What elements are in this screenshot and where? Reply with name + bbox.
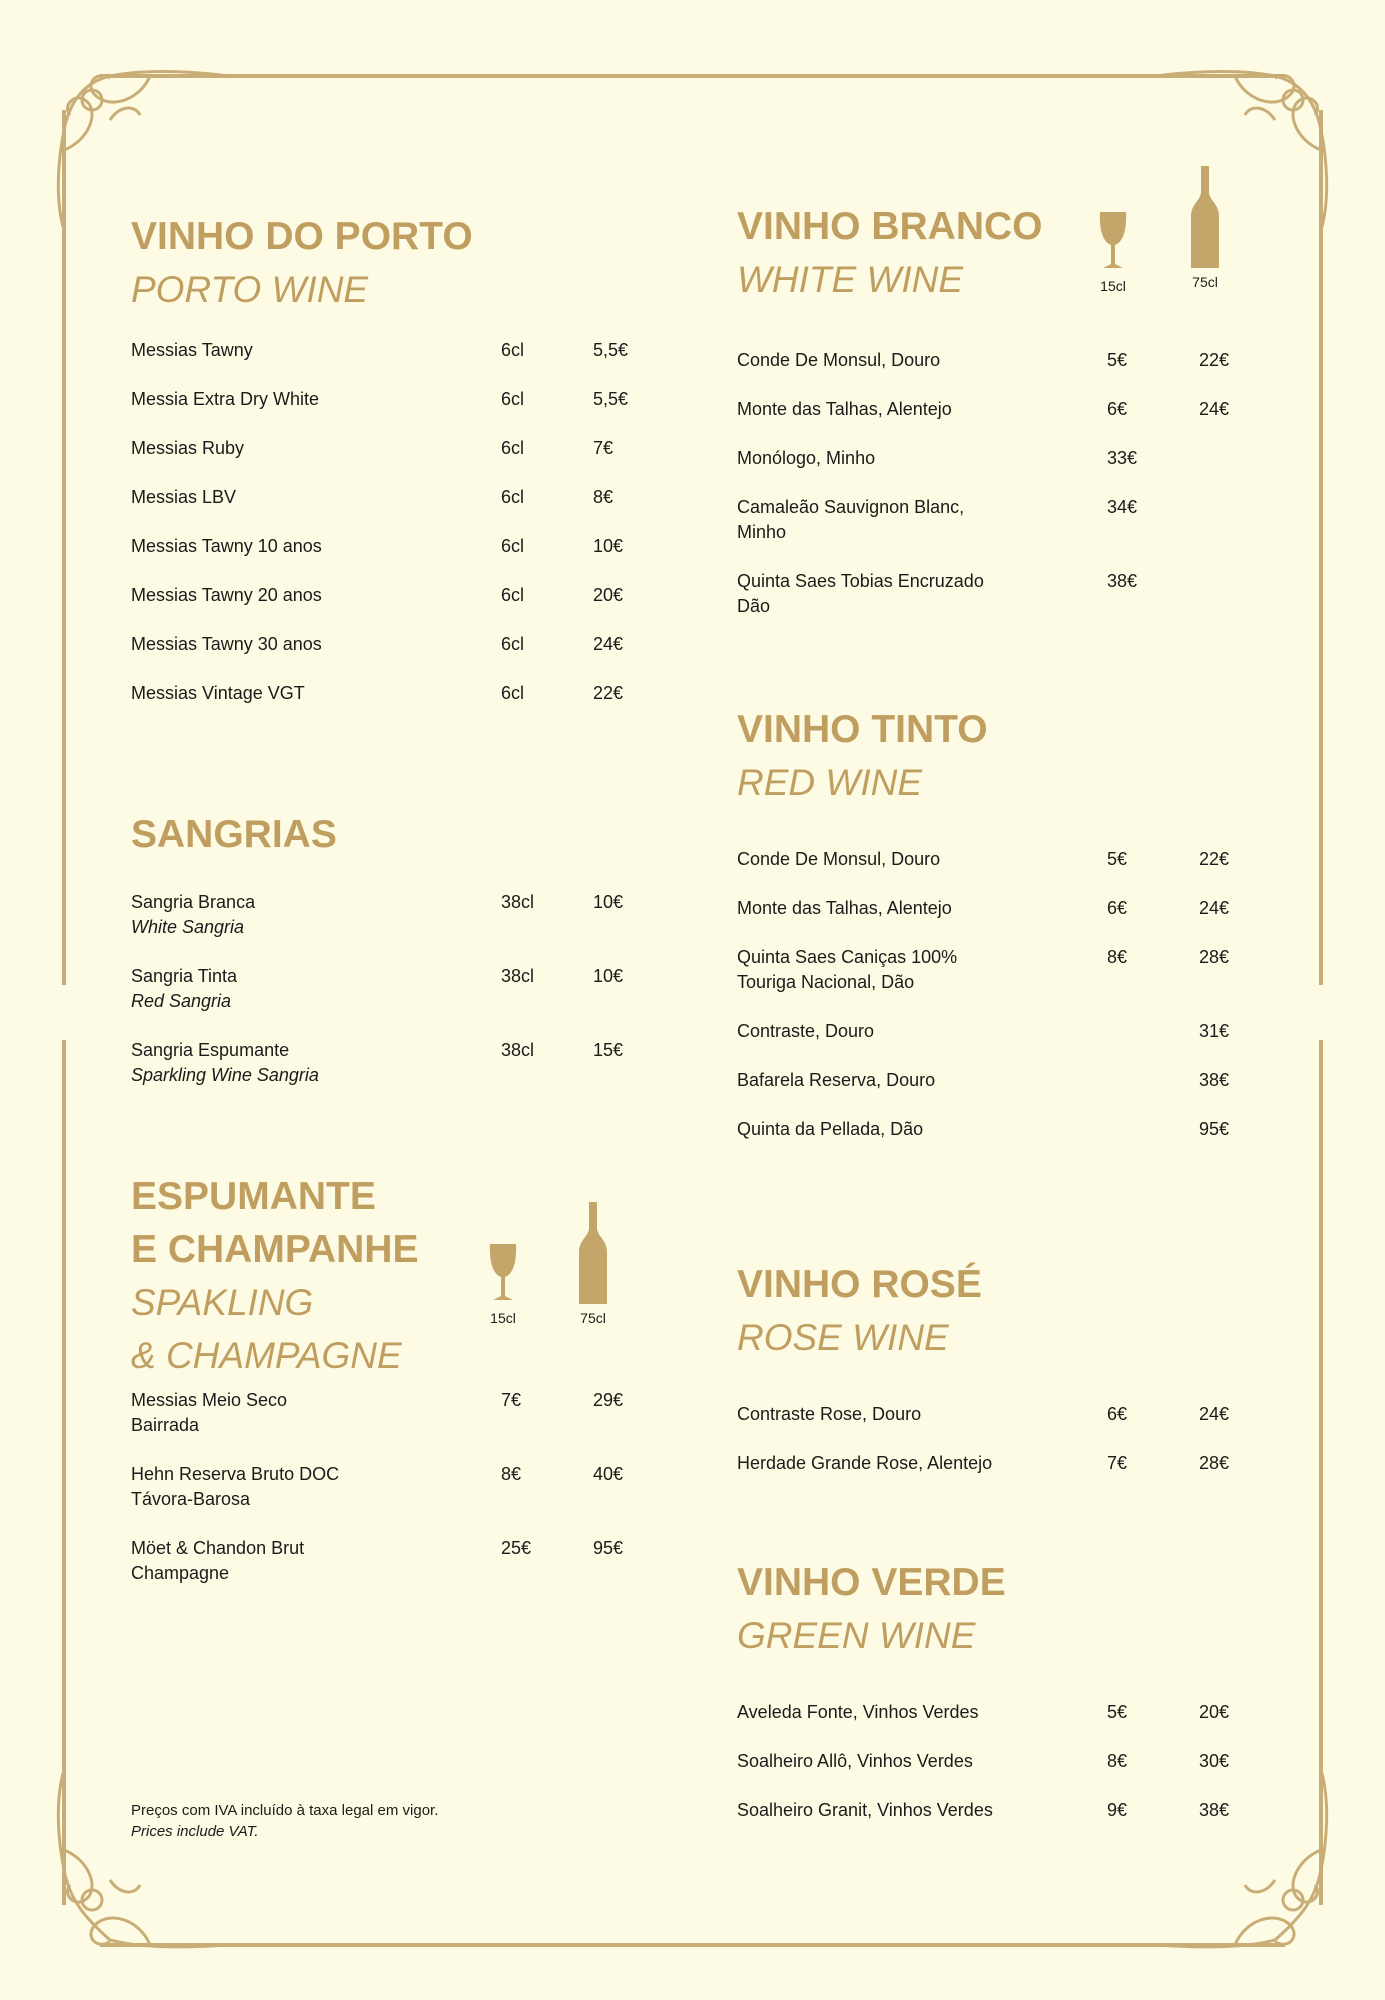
item-col1: 6cl: [501, 634, 525, 654]
item-name-block: [131, 1462, 491, 1512]
menu-item: [737, 569, 1257, 643]
section-rose: [737, 1258, 1257, 1500]
item-name-block: [737, 348, 1097, 373]
item-col1: 5€: [1107, 849, 1128, 869]
item-col2: 40€: [593, 1464, 624, 1484]
item-col1: 6cl: [501, 487, 525, 507]
item-name-block: [737, 1117, 1097, 1142]
item-name-block: [131, 485, 491, 510]
item-subtitle: Red Sangria: [131, 991, 232, 1011]
section-subtitle: RED WINE: [737, 762, 922, 803]
item-name: Monólogo, Minho: [737, 448, 876, 468]
section-title: VINHO VERDE: [737, 1561, 1006, 1604]
section-title: VINHO ROSÉ: [737, 1263, 982, 1306]
item-name: Messias Meio Seco: [131, 1390, 288, 1410]
section-subtitle-line1: SPAKLING: [131, 1282, 314, 1323]
section-subtitle: PORTO WINE: [131, 269, 369, 310]
item-name: Messias Tawny 30 anos: [131, 634, 322, 654]
menu-item: [737, 1451, 1257, 1500]
item-name-block: [737, 847, 1097, 872]
item-name-block: [737, 569, 1097, 619]
item-name-line2: Dão: [737, 596, 771, 616]
item-col2: 10€: [593, 892, 624, 912]
item-col2: 15€: [593, 1040, 624, 1060]
section-title: VINHO TINTO: [737, 708, 988, 751]
item-col1: 6€: [1107, 1404, 1128, 1424]
item-col2: 29€: [593, 1390, 624, 1410]
item-name-line2: Touriga Nacional, Dão: [737, 972, 915, 992]
item-col1: 6cl: [501, 585, 525, 605]
item-name-block: [131, 436, 491, 461]
section-branco: [737, 200, 1257, 643]
menu-item: [131, 890, 651, 964]
item-col2: 30€: [1199, 1751, 1230, 1771]
menu-list: [131, 1388, 651, 1610]
item-col1: 34€: [1107, 497, 1138, 517]
glass-size: [481, 1232, 525, 1326]
menu-item: [737, 446, 1257, 495]
right-column: [737, 200, 1257, 1820]
item-name-block: [737, 1402, 1097, 1427]
item-col2: 22€: [593, 683, 624, 703]
item-col2: 7€: [593, 438, 614, 458]
menu-item: [131, 1038, 651, 1112]
item-name-block: [131, 1536, 491, 1586]
item-col2: 28€: [1199, 947, 1230, 967]
menu-list: [737, 348, 1257, 643]
wine-glass-icon: [1097, 200, 1129, 272]
item-name: Messias Tawny 10 anos: [131, 536, 322, 556]
item-col2: 24€: [1199, 399, 1230, 419]
item-col1: 6cl: [501, 683, 525, 703]
item-name: Monte das Talhas, Alentejo: [737, 399, 952, 419]
item-col2: 8€: [593, 487, 614, 507]
item-name-block: [737, 1700, 1097, 1725]
item-col2: 10€: [593, 536, 624, 556]
item-col2: 5,5€: [593, 389, 629, 409]
item-name: Quinta Saes Caniças 100%: [737, 947, 958, 967]
item-name: Aveleda Fonte, Vinhos Verdes: [737, 1702, 979, 1722]
menu-item: [131, 632, 651, 681]
section-title-line2: E CHAMPANHE: [131, 1228, 419, 1271]
item-name: Quinta da Pellada, Dão: [737, 1119, 924, 1139]
item-col1: 5€: [1107, 1702, 1128, 1722]
item-col2: 38€: [1199, 1800, 1230, 1820]
item-name: Sangria Tinta: [131, 966, 238, 986]
menu-item: [737, 1068, 1257, 1117]
item-name-block: [737, 1798, 1097, 1823]
item-name: Messia Extra Dry White: [131, 389, 320, 409]
menu-item: [737, 945, 1257, 1019]
menu-item: [737, 1700, 1257, 1749]
vat-note-pt: Preços com IVA incluído à taxa legal em vigor.: [131, 1802, 439, 1819]
item-name-block: [737, 495, 1097, 545]
item-name-line2: Champagne: [131, 1563, 230, 1583]
item-name-block: [131, 681, 491, 706]
section-subtitle: WHITE WINE: [737, 259, 964, 300]
item-name: Contraste Rose, Douro: [737, 1404, 922, 1424]
menu-item: [131, 534, 651, 583]
item-col1: 6€: [1107, 898, 1128, 918]
section-title: VINHO BRANCO: [737, 205, 1043, 248]
item-col2: 28€: [1199, 1453, 1230, 1473]
item-col2: 22€: [1199, 350, 1230, 370]
item-name-block: [131, 534, 491, 559]
wine-glass-icon: [487, 1232, 519, 1304]
item-name-block: [131, 964, 491, 1014]
item-name-block: [737, 1068, 1097, 1093]
menu-item: [737, 1798, 1257, 1847]
menu-item: [131, 1536, 651, 1610]
item-name-block: [737, 896, 1097, 921]
item-col1: 6cl: [501, 389, 525, 409]
item-name-line2: Minho: [737, 522, 787, 542]
footer-note: [131, 1800, 438, 1842]
section-subtitle-line2: & CHAMPAGNE: [131, 1335, 402, 1376]
item-col2: 20€: [593, 585, 624, 605]
item-col2: 24€: [1199, 898, 1230, 918]
item-col1: 9€: [1107, 1800, 1128, 1820]
section-title: VINHO DO PORTO: [131, 215, 473, 258]
item-col1: 33€: [1107, 448, 1138, 468]
item-name: Messias Ruby: [131, 438, 245, 458]
wine-bottle-icon: [1189, 166, 1221, 268]
item-name: Quinta Saes Tobias Encruzado: [737, 571, 984, 591]
item-col1: 7€: [1107, 1453, 1128, 1473]
section-verde: [737, 1556, 1257, 1847]
item-name-block: [131, 890, 491, 940]
menu-item: [131, 387, 651, 436]
bottle-size: [1183, 166, 1227, 290]
item-col2: 24€: [1199, 1404, 1230, 1424]
item-name-line2: Távora-Barosa: [131, 1489, 251, 1509]
menu-item: [131, 964, 651, 1038]
item-name: Möet & Chandon Brut: [131, 1538, 305, 1558]
item-name-block: [737, 397, 1097, 422]
section-title: SANGRIAS: [131, 813, 337, 856]
item-col2: 22€: [1199, 849, 1230, 869]
item-name-block: [737, 1451, 1097, 1476]
section-porto: [131, 210, 651, 730]
section-tinto: [737, 703, 1257, 1166]
menu-item: [737, 847, 1257, 896]
item-name: Messias Vintage VGT: [131, 683, 305, 703]
item-name: Hehn Reserva Bruto DOC: [131, 1464, 340, 1484]
item-col1: 5€: [1107, 350, 1128, 370]
menu-list: [737, 847, 1257, 1166]
menu-item: [131, 1462, 651, 1536]
item-col2: 24€: [593, 634, 624, 654]
menu-item: [737, 896, 1257, 945]
glass-size-label: 15cl: [1100, 278, 1126, 294]
item-col1: 38€: [1107, 571, 1138, 591]
item-name: Monte das Talhas, Alentejo: [737, 898, 952, 918]
item-name-line2: Bairrada: [131, 1415, 200, 1435]
item-name-block: [131, 583, 491, 608]
item-col1: 38cl: [501, 966, 535, 986]
item-col1: 7€: [501, 1390, 522, 1410]
menu-item: [737, 1749, 1257, 1798]
item-col2: 95€: [1199, 1119, 1230, 1139]
section-subtitle: GREEN WINE: [737, 1615, 976, 1656]
item-col2: 38€: [1199, 1070, 1230, 1090]
item-col2: 20€: [1199, 1702, 1230, 1722]
item-name-block: [131, 387, 491, 412]
bottle-size: [571, 1202, 615, 1326]
item-subtitle: White Sangria: [131, 917, 245, 937]
item-name-block: [131, 1388, 491, 1438]
item-name: Conde De Monsul, Douro: [737, 849, 941, 869]
item-col1: 8€: [1107, 947, 1128, 967]
item-name-block: [737, 446, 1097, 471]
item-name: Conde De Monsul, Douro: [737, 350, 941, 370]
item-name: Messias LBV: [131, 487, 237, 507]
item-col1: 6cl: [501, 438, 525, 458]
menu-item: [131, 681, 651, 730]
item-col2: 95€: [593, 1538, 624, 1558]
item-name-block: [131, 1038, 491, 1088]
item-name-block: [737, 945, 1097, 995]
item-col1: 38cl: [501, 1040, 535, 1060]
menu-list: [737, 1402, 1257, 1500]
glass-size: [1091, 200, 1135, 294]
item-name-block: [131, 338, 491, 363]
section-sangrias: [131, 808, 651, 1112]
left-column: [131, 210, 651, 1583]
item-col1: 25€: [501, 1538, 532, 1558]
item-name-block: [737, 1749, 1097, 1774]
item-col1: 6cl: [501, 536, 525, 556]
section-title-line1: ESPUMANTE: [131, 1175, 376, 1218]
vat-note-en: Prices include VAT.: [131, 1823, 259, 1840]
item-col1: 38cl: [501, 892, 535, 912]
menu-item: [131, 583, 651, 632]
menu-item: [737, 397, 1257, 446]
bottle-size-label: 75cl: [580, 1310, 606, 1326]
item-name: Camaleão Sauvignon Blanc,: [737, 497, 965, 517]
item-name: Messias Tawny: [131, 340, 253, 360]
wine-bottle-icon: [577, 1202, 609, 1304]
menu-item: [131, 1388, 651, 1462]
item-name: Bafarela Reserva, Douro: [737, 1070, 936, 1090]
bottle-size-label: 75cl: [1192, 274, 1218, 290]
menu-item: [131, 485, 651, 534]
menu-list: [737, 1700, 1257, 1847]
item-name: Sangria Espumante: [131, 1040, 290, 1060]
item-col2: 5,5€: [593, 340, 629, 360]
item-name: Sangria Branca: [131, 892, 256, 912]
menu-item: [737, 1402, 1257, 1451]
item-col1: 8€: [501, 1464, 522, 1484]
menu-item: [131, 338, 651, 387]
section-espumante: [131, 1170, 651, 1610]
item-name: Contraste, Douro: [737, 1021, 875, 1041]
section-subtitle: ROSE WINE: [737, 1317, 949, 1358]
item-name: Soalheiro Allô, Vinhos Verdes: [737, 1751, 973, 1771]
item-col1: 6€: [1107, 399, 1128, 419]
item-col1: 6cl: [501, 340, 525, 360]
item-col1: 8€: [1107, 1751, 1128, 1771]
menu-item: [737, 495, 1257, 569]
item-name-block: [737, 1019, 1097, 1044]
menu-item: [737, 1019, 1257, 1068]
item-name: Herdade Grande Rose, Alentejo: [737, 1453, 993, 1473]
item-col2: 31€: [1199, 1021, 1230, 1041]
menu-item: [737, 348, 1257, 397]
item-col2: 10€: [593, 966, 624, 986]
menu-item: [131, 436, 651, 485]
menu-item: [737, 1117, 1257, 1166]
item-subtitle: Sparkling Wine Sangria: [131, 1065, 319, 1085]
item-name-block: [131, 632, 491, 657]
item-name: Soalheiro Granit, Vinhos Verdes: [737, 1800, 993, 1820]
glass-size-label: 15cl: [490, 1310, 516, 1326]
menu-list: [131, 890, 651, 1112]
item-name: Messias Tawny 20 anos: [131, 585, 322, 605]
menu-list: [131, 338, 651, 730]
